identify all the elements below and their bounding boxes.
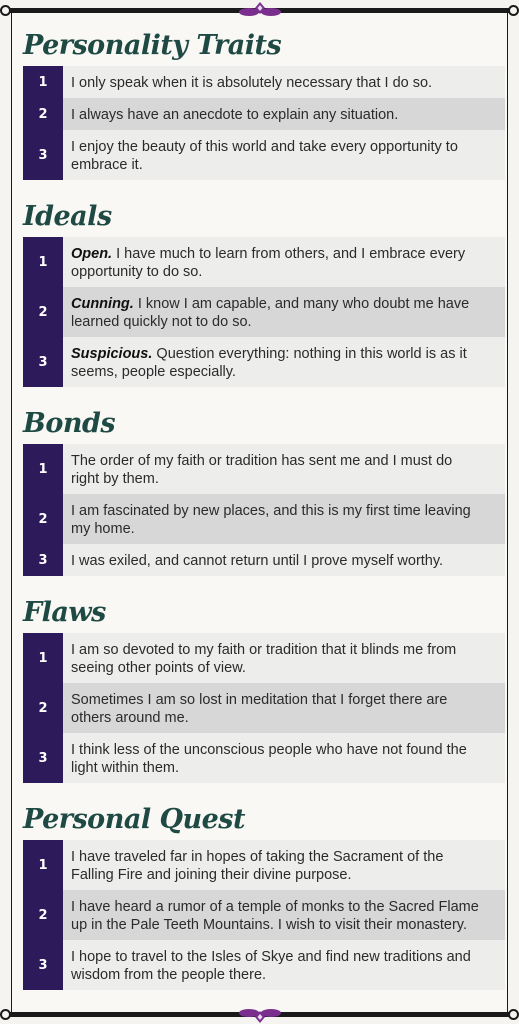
traits-content xyxy=(23,30,505,1011)
table-row xyxy=(23,130,505,180)
row-text xyxy=(63,66,505,98)
row-text xyxy=(63,940,505,990)
row-number: 3 xyxy=(23,544,63,576)
row-text xyxy=(63,444,505,494)
row-body: I only speak when it is absolutely necessary that I do so. xyxy=(71,75,433,91)
table-row xyxy=(23,237,505,287)
table-row xyxy=(23,66,505,98)
table-row xyxy=(23,890,505,940)
row-text xyxy=(63,890,505,940)
section-ideals xyxy=(23,201,505,387)
row-text xyxy=(63,237,505,287)
row-body: I think less of the unconscious people who have not found the light within them. xyxy=(71,742,467,776)
row-text xyxy=(63,633,505,683)
table-row xyxy=(23,633,505,683)
border-cap-bottom-left xyxy=(0,1009,11,1020)
row-body: I always have an anecdote to explain any situation. xyxy=(71,107,399,123)
row-text xyxy=(63,287,505,337)
row-body: I am fascinated by new places, and this is my first time leaving my home. xyxy=(71,503,471,537)
trait-table xyxy=(23,840,505,990)
row-number: 2 xyxy=(23,98,63,130)
row-body: I know I am capable, and many who doubt me have learned quickly not to do so. xyxy=(71,296,470,330)
row-text xyxy=(63,494,505,544)
row-text xyxy=(63,733,505,783)
row-number: 2 xyxy=(23,494,63,544)
trait-table xyxy=(23,66,505,180)
table-row xyxy=(23,733,505,783)
diamond-ornament-icon xyxy=(236,1,284,19)
row-number: 1 xyxy=(23,444,63,494)
section-flaws xyxy=(23,597,505,783)
row-body: I have traveled far in hopes of taking the Sacrament of the Falling Fire and joining their divine purpose. xyxy=(71,849,444,883)
row-number: 1 xyxy=(23,66,63,98)
row-number: 3 xyxy=(23,940,63,990)
trait-table xyxy=(23,633,505,783)
row-number: 2 xyxy=(23,890,63,940)
section-personality-traits xyxy=(23,30,505,180)
section-bonds xyxy=(23,408,505,576)
table-row xyxy=(23,337,505,387)
row-lead: Open. xyxy=(71,246,113,262)
row-lead: Suspicious. xyxy=(71,346,153,362)
row-text xyxy=(63,544,505,576)
row-number: 3 xyxy=(23,337,63,387)
table-row xyxy=(23,444,505,494)
row-body: I hope to travel to the Isles of Skye and find new traditions and wisdom from the people there. xyxy=(71,949,471,983)
table-row xyxy=(23,98,505,130)
row-number: 2 xyxy=(23,287,63,337)
table-row xyxy=(23,840,505,890)
row-body: I enjoy the beauty of this world and take every opportunity to embrace it. xyxy=(71,139,458,173)
border-cap-top-left xyxy=(0,5,11,16)
table-row xyxy=(23,287,505,337)
row-text xyxy=(63,337,505,387)
row-number: 1 xyxy=(23,633,63,683)
table-row xyxy=(23,683,505,733)
row-text xyxy=(63,840,505,890)
row-number: 2 xyxy=(23,683,63,733)
section-personal-quest xyxy=(23,804,505,990)
row-text xyxy=(63,130,505,180)
row-body: The order of my faith or tradition has sent me and I must do right by them. xyxy=(71,453,453,487)
row-body: I am so devoted to my faith or tradition that it blinds me from seeing other points of view. xyxy=(71,642,457,676)
row-number: 1 xyxy=(23,237,63,287)
section-heading: Flaws xyxy=(23,597,106,628)
table-row xyxy=(23,544,505,576)
row-number: 3 xyxy=(23,733,63,783)
row-body: Question everything: nothing in this world is as it seems, people especially. xyxy=(71,346,467,380)
table-row xyxy=(23,494,505,544)
border-cap-top-right xyxy=(508,5,519,16)
row-number: 3 xyxy=(23,130,63,180)
trait-table xyxy=(23,237,505,387)
trait-table xyxy=(23,444,505,576)
section-heading: Personality Traits xyxy=(23,30,282,61)
table-row xyxy=(23,940,505,990)
row-text xyxy=(63,98,505,130)
row-body: I have heard a rumor of a temple of monks to the Sacred Flame up in the Pale Teeth Mountains. I wish to visit their monastery. xyxy=(71,899,479,933)
border-cap-bottom-right xyxy=(508,1009,519,1020)
row-text xyxy=(63,683,505,733)
row-number: 1 xyxy=(23,840,63,890)
section-heading: Personal Quest xyxy=(23,804,245,835)
section-heading: Bonds xyxy=(23,408,116,439)
section-heading: Ideals xyxy=(23,201,112,232)
row-body: Sometimes I am so lost in meditation that I forget there are others around me. xyxy=(71,692,448,726)
row-lead: Cunning. xyxy=(71,296,134,312)
row-body: I was exiled, and cannot return until I prove myself worthy. xyxy=(71,553,444,569)
row-body: I have much to learn from others, and I embrace every opportunity to do so. xyxy=(71,246,466,280)
